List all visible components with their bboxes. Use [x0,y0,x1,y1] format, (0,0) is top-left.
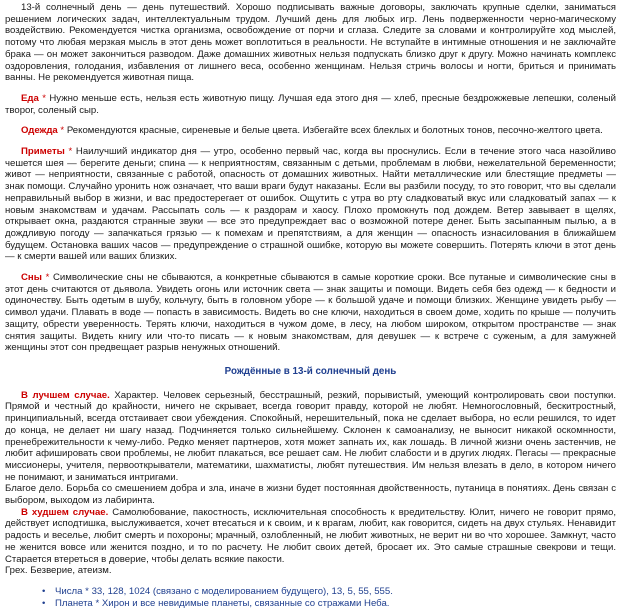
worst-case-paragraph [5,507,616,566]
best-case-label: В лучшем случае. [21,389,110,401]
numbers-label: Числа [55,585,83,597]
clothes-section [5,125,616,137]
food-text: Нужно меньше есть, нельзя есть животную пищу. Лучшая еда этого дня — хлеб, пресные бездрожжевые лепешки, соленый творог, соленый сыр. [5,92,616,116]
planet-label: Планета [55,597,93,609]
dreams-text: Символические сны не сбываются, а конкретные сбываются в самые короткие сроки. Все путаные и символические сны в этот день считаются от дьявола. Увидеть огонь или источник света — знак защиты и помощи. Видеть себя без одежд — к бедности и одиночеству. Быть одетым в шубу, кольчугу, быть в головном уборе — к большой удаче и помощи близких. Женщине увидеть рыбу — символ удачи. Плавать в воде — попасть в зависимость. Видеть во сне ключи, находиться в своем доме, ходить по крыше — получить защиту, обрести уверенность. Терять ключи, находиться в чужом доме, в лесу, на любом широком, открытом пространстве — знак снятия защиты. Видеть книгу или что-то писать — к новым знакомствам, для девушек — к встрече с суженым, а для замужней женщины этот сон предвещает разрыв ненужных отношений. [5,272,616,354]
omens-star: * [64,146,76,158]
omens-text: Наилучший индикатор дня — утро, особенно первый час, когда вы проснулись. Если в течение этого часа назойливо чешется шея — берегите деньги; спина — к неприятностям, связанным с детьми, проблемам в любви, нежелательной беременности; живот — неприятности, связанные с работой, опасность от домашних животных. Найти металлические или блестящие предметы — знак помощи. Случайно уронить нож означает, что ваши враги будут наказаны. Если вы разбили посуду, то это говорит, что вы сделали неправильный выбор в жизни, и вас предостерегает от ошибок. Ощутить с утра во рту сладковатый вкус или сладковатый запах — к новым знакомствам и удачам. Рассыпать соль — к раздорам и хаосу. Плохо промокнуть под дождем. Ветер завывает в щелях, открывает окна, раздаются странные звуки — все это предупреждает вас о возможной потере денег. Быть засыпанным пылью, а в дождливую погоду — запачкаться грязью — к помехам и препятствиям, а для женщин — опасность изнасилования в ближайшем будущем. Остановка ваших часов — предупреждение о страшной ошибке, которую вы можете совершить. Потерять ключи в этот день — к смерти вашей или ваших близких. [5,146,616,263]
dreams-star: * [41,272,53,284]
food-star: * [38,92,50,104]
list-item-planet [42,597,616,610]
clothes-text: Рекомендуются красные, сиреневые и белые цвета. Избегайте всех блеклых и болотных тонов, песочно-желтого цвета. [66,125,603,137]
planet-text: Хирон и все невидимые планеты, связанные со стражами Неба. [101,597,390,609]
worst-case-sin: Грех. Безверие, атеизм. [5,565,112,577]
numbers-text: 33, 128, 1024 (связано с моделированием будущего), 13, 5, 55, 555. [91,585,393,597]
best-case-deed: Благое дело. Борьба со смешением добра и зла, иначе в жизни будет постоянная двойственность, путаница в понятиях. День связан с выбором, выходом из лабиринта. [5,483,616,507]
bullet-icon: • [42,585,46,597]
planet-star: * [92,597,102,609]
best-case-text: Характер. Человек серьезный, бесстрашный, резкий, порывистый, умеющий контролировать свои поступки. Прямой и честный до крайности, ничего не скрывает, всегда говорит правду, которой не любят. Немногословный, бескитростный, принципиальный, всегда отстаивает свои убеждения. Спокойный, нерешительный, пока не сделает выбора, но если решился, то идет до конца, не делает ни шагу назад. Подчиняется только сильнейшему. Склонен к самоанализу, не выносит никакой оскомнности, пренебрежительности к чему-либо. Редко меняет партнеров, хотя может запнать их, как лошадь. В личной жизни очень застенчив, не любит афишировать свои проблемы, не любит плакаться, все решает сам. Не любит слабости и в других людях. Пегасы — прекрасные миссионеры, учителя, первооткрыватели, математики, шахматисты, любят путешествия. Им нельзя влезать в дело, в котором ничего не понимают, и заниматься интригами. [5,389,616,483]
intro-paragraph: 13-й солнечный день — день путешествий. Хорошо подписывать важные договоры, заключать крупные сделки, заниматься решением логических задач, интеллектуальным трудом. Лучший день для любых игр. Лень подверженности черно-магическому воздействию. Рекомендуется чистка организма, освобождение от порчи и сглаза. Следите за словами и контролируйте ход мыслей, потому что любая мерзкая мысль в этот день может воплотиться в реальности. Не вступайте в интимные отношения и не заключайте брака — он может закончиться разводом. Даже домашних животных нельзя подпускать близко друг к другу. Можно начинать комплекс оздоровления, голодания, избавления от лишнего веса, особенно женщинам. Нельзя стричь волосы и ногти, бриться и принимать ванны. Не рекомендуется животная пища. [5,2,616,84]
bullet-icon: • [42,597,46,609]
article [0,2,620,608]
list-item-numbers [42,585,616,598]
dreams-section [5,272,616,354]
clothes-label: Одежда [21,125,58,137]
born-section-title: Рождённые в 13-й солнечный день [224,365,397,377]
food-label: Еда [21,92,39,104]
worst-case-label: В худшем случае. [21,506,109,518]
omens-section [5,146,616,263]
food-section [5,93,616,116]
omens-label: Приметы [21,146,65,158]
numbers-star: * [82,585,92,597]
worst-case-text: Самолюбование, пакостность, исключительная способность к вредительству. Юлит, ничего не говорит прямо, действует исподтишка, выслуживается, хочет втесаться и к своим, и к врагам, любит, как говорится, сидеть на двух стульях. Ненавидит радость и веселье, любит смерть и похороны; мрачный, озлобленный, не любит животных, не верит ни во что хорошее. Замкнут, часто не женится вовсе или женится поздно, и то по расчету. Не любит своих детей, бросает их. Это самые страшные свекрови и тещи. Старается втереться в доверие, чтобы делать всякие пакости. [5,506,616,565]
best-case-paragraph [5,390,616,484]
dreams-label: Сны [21,272,42,284]
clothes-star: * [57,125,67,137]
